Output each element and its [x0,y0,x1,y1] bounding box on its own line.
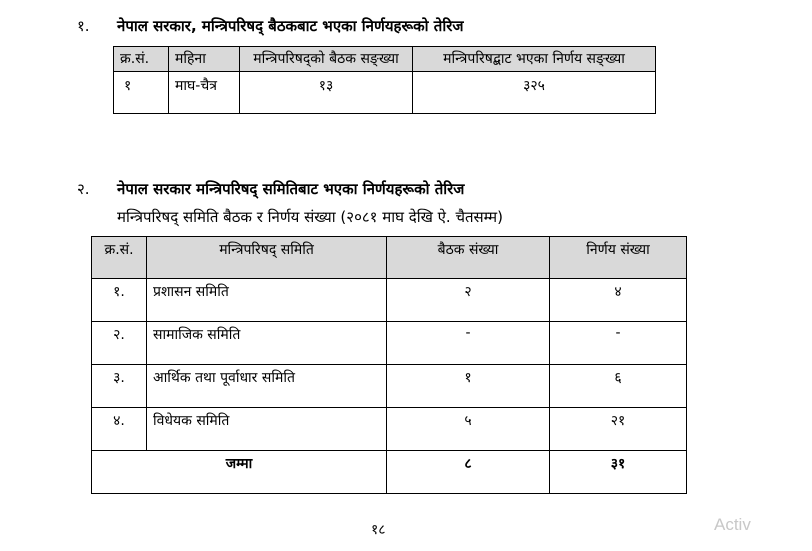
cell-decisions: ३२५ [413,72,656,114]
cell-meetings: ५ [387,408,550,451]
cell-serial: ४. [92,408,147,451]
activation-watermark: Activ [714,515,751,534]
cell-committee: विधेयक समिति [147,408,387,451]
header-month: महिना [169,47,240,72]
cell-meetings: १ [387,365,550,408]
table-row [114,72,656,114]
header-committee: मन्त्रिपरिषद् समिति [147,237,387,279]
header-meeting-count: बैठक संख्या [387,237,550,279]
header-decision-count: मन्त्रिपरिषद्बाट भएका निर्णय सङ्ख्या [413,47,656,72]
table-row [92,408,687,451]
section-2-number: २. [77,180,90,198]
total-label: जम्मा [92,451,387,494]
cell-committee: प्रशासन समिति [147,279,387,322]
cell-month: माघ-चैत्र [169,72,240,114]
total-row [92,451,687,494]
table-header-row [92,237,687,279]
header-decision-count: निर्णय संख्या [550,237,687,279]
total-meetings: ८ [387,451,550,494]
table-header-row [114,47,656,72]
cell-decisions: - [550,322,687,365]
cell-decisions: २१ [550,408,687,451]
cell-meetings: - [387,322,550,365]
cell-decisions: ६ [550,365,687,408]
page-number: १८ [371,522,386,538]
section-2-subtitle: मन्त्रिपरिषद् समिति बैठक र निर्णय संख्या (२०८१ माघ देखि ऐ. चैतसम्म) [117,208,503,226]
cell-serial: १ [114,72,169,114]
table-row [92,322,687,365]
table-row [92,365,687,408]
committee-decisions-table [91,236,687,494]
cell-committee: सामाजिक समिति [147,322,387,365]
total-decisions: ३१ [550,451,687,494]
cell-serial: २. [92,322,147,365]
header-serial: क्र.सं. [114,47,169,72]
header-meeting-count: मन्त्रिपरिषद्को बैठक सङ्ख्या [240,47,413,72]
cell-decisions: ४ [550,279,687,322]
table-row [92,279,687,322]
cell-serial: ३. [92,365,147,408]
header-serial: क्र.सं. [92,237,147,279]
section-1-title: नेपाल सरकार, मन्त्रिपरिषद् बैठकबाट भएका निर्णयहरूको तेरिज [117,17,464,35]
cell-meetings: २ [387,279,550,322]
cell-committee: आर्थिक तथा पूर्वाधार समिति [147,365,387,408]
cabinet-decisions-table [113,46,656,114]
cell-meetings: १३ [240,72,413,114]
cell-serial: १. [92,279,147,322]
section-1-number: १. [77,17,90,35]
section-2-title: नेपाल सरकार मन्त्रिपरिषद् समितिबाट भएका निर्णयहरूको तेरिज [117,180,465,198]
